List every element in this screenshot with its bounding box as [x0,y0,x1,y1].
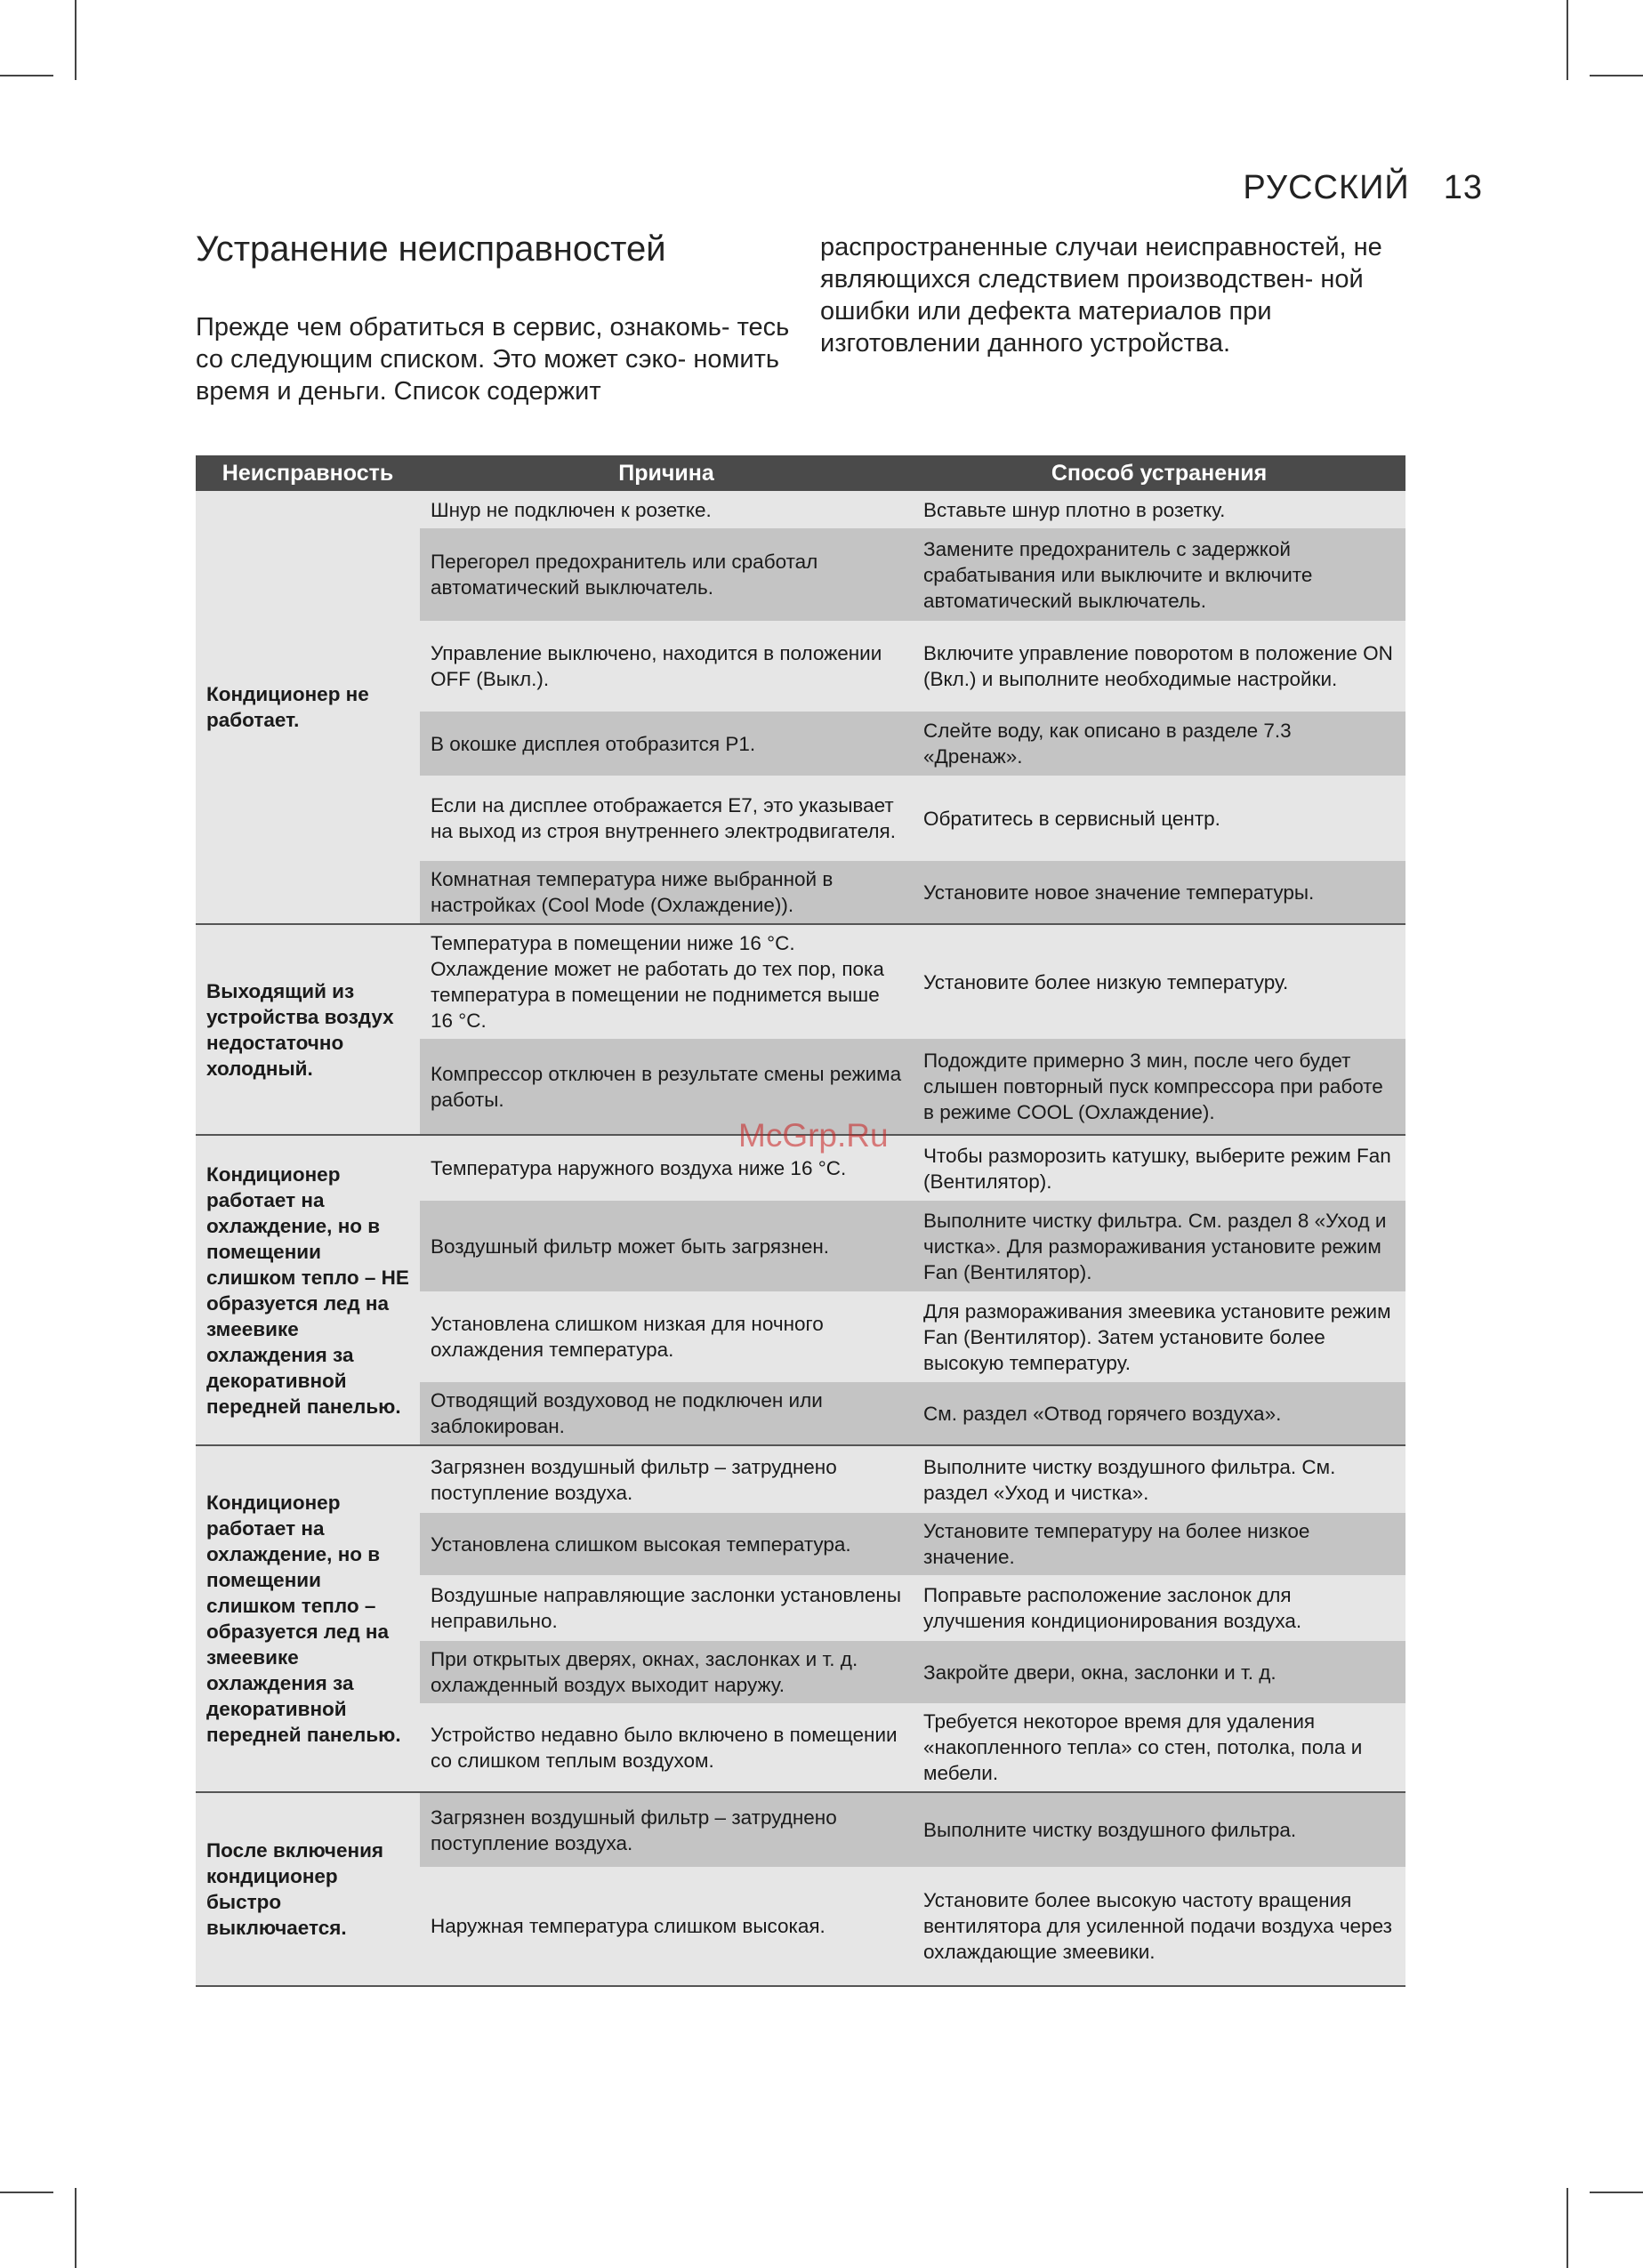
fault-cell: После включения кондиционер быстро выключается. [196,1792,420,1986]
fix-cell: Выполните чистку воздушного фильтра. См. раздел «Уход и чистка». [913,1445,1405,1513]
watermark: McGrp.Ru [738,1117,889,1154]
table-row [196,1445,1405,1513]
cause-cell: Компрессор отключен в результате смены режима работы. [420,1039,913,1135]
fault-cell: Кондиционер работает на охлаждение, но в помещении слишком тепло – НЕ образуется лед на змеевике охлаждения за декоративной передней панелью. [196,1135,420,1445]
fix-cell: Выполните чистку воздушного фильтра. [913,1792,1405,1867]
cause-cell: Воздушные направляющие заслонки установлены неправильно. [420,1575,913,1641]
cause-cell: Температура в помещении ниже 16 °C. Охлаждение может не работать до тех пор, пока температура в помещении не поднимется выше 16 °C. [420,924,913,1039]
fix-cell: Включите управление поворотом в положение ON (Вкл.) и выполните необходимые настройки. [913,621,1405,712]
header-fix: Способ устранения [913,455,1405,491]
table-row [196,924,1405,1039]
intro-paragraph-left: Прежде чем обратиться в сервис, ознакомь- тесь со следующим списком. Это может сэко- номить время и деньги. Список содержит [196,313,790,406]
fix-cell: Чтобы разморозить катушку, выберите режим Fan (Вентилятор). [913,1135,1405,1201]
section-title: Устранение неисправностей [196,229,666,269]
fix-cell: См. раздел «Отвод горячего воздуха». [913,1382,1405,1445]
fix-cell: Поправьте расположение заслонок для улучшения кондиционирования воздуха. [913,1575,1405,1641]
crop-mark [1590,2192,1643,2193]
header-fault: Неисправность [196,455,420,491]
crop-mark [0,75,53,76]
table-row [196,491,1405,528]
page-header [1209,169,1483,207]
cause-cell: Комнатная температура ниже выбранной в настройках (Cool Mode (Охлаждение)). [420,861,913,924]
fix-cell: Требуется некоторое время для удаления «накопленного тепла» со стен, потолка, пола и мебели. [913,1703,1405,1792]
fix-cell: Установите более низкую температуру. [913,924,1405,1039]
table-header-row [196,455,1405,491]
fault-cell: Кондиционер не работает. [196,491,420,924]
table-row [196,1792,1405,1867]
crop-mark [75,2188,77,2268]
cause-cell: При открытых дверях, окнах, заслонках и т. д. охлажденный воздух выходит наружу. [420,1641,913,1703]
crop-mark [1590,75,1643,76]
fault-cell: Кондиционер работает на охлаждение, но в помещении слишком тепло – образуется лед на змеевике охлаждения за декоративной передней панелью. [196,1445,420,1792]
cause-cell: Если на дисплее отображается E7, это указывает на выход из строя внутреннего электродвигателя. [420,776,913,861]
cause-cell: Температура наружного воздуха ниже 16 °C. [420,1135,913,1201]
fault-cell: Выходящий из устройства воздух недостаточно холодный. [196,924,420,1135]
fix-cell: Слейте воду, как описано в разделе 7.3 «Дренаж». [913,712,1405,776]
cause-cell: Перегорел предохранитель или сработал автоматический выключатель. [420,528,913,621]
fix-cell: Обратитесь в сервисный центр. [913,776,1405,861]
cause-cell: Управление выключено, находится в положении OFF (Выкл.). [420,621,913,712]
fix-cell: Подождите примерно 3 мин, после чего будет слышен повторный пуск компрессора при работе в режиме COOL (Охлаждение). [913,1039,1405,1135]
fix-cell: Замените предохранитель с задержкой срабатывания или выключите и включите автоматический выключатель. [913,528,1405,621]
fix-cell: Закройте двери, окна, заслонки и т. д. [913,1641,1405,1703]
fix-cell: Установите более высокую частоту вращения вентилятора для усиленной подачи воздуха через охлаждающие змеевики. [913,1867,1405,1986]
crop-mark [1566,2188,1568,2268]
cause-cell: Загрязнен воздушный фильтр – затруднено поступление воздуха. [420,1445,913,1513]
fix-cell: Установите новое значение температуры. [913,861,1405,924]
page-number: 13 [1443,169,1483,206]
crop-mark [75,0,77,80]
cause-cell: Загрязнен воздушный фильтр – затруднено поступление воздуха. [420,1792,913,1867]
cause-cell: Устройство недавно было включено в помещении со слишком теплым воздухом. [420,1703,913,1792]
cause-cell: Воздушный фильтр может быть загрязнен. [420,1201,913,1291]
crop-mark [1566,0,1568,80]
cause-cell: В окошке дисплея отобразится P1. [420,712,913,776]
intro-paragraph-right: распространенные случаи неисправностей, не являющихся следствием производствен- ной ошибки или дефекта материалов при изготовлении данного устройства. [820,233,1382,358]
cause-cell: Наружная температура слишком высокая. [420,1867,913,1986]
fix-cell: Для размораживания змеевика установите режим Fan (Вентилятор). Затем установите более высокую температуру. [913,1291,1405,1382]
crop-mark [0,2192,53,2193]
cause-cell: Шнур не подключен к розетке. [420,491,913,528]
cause-cell: Отводящий воздуховод не подключен или заблокирован. [420,1382,913,1445]
fix-cell: Вставьте шнур плотно в розетку. [913,491,1405,528]
cause-cell: Установлена слишком низкая для ночного охлаждения температура. [420,1291,913,1382]
language-label: РУССКИЙ [1243,169,1410,206]
cause-cell: Установлена слишком высокая температура. [420,1513,913,1575]
header-cause: Причина [420,455,913,491]
fix-cell: Установите температуру на более низкое значение. [913,1513,1405,1575]
troubleshooting-table [196,455,1405,1987]
fix-cell: Выполните чистку фильтра. См. раздел 8 «Уход и чистка». Для размораживания установите режим Fan (Вентилятор). [913,1201,1405,1291]
